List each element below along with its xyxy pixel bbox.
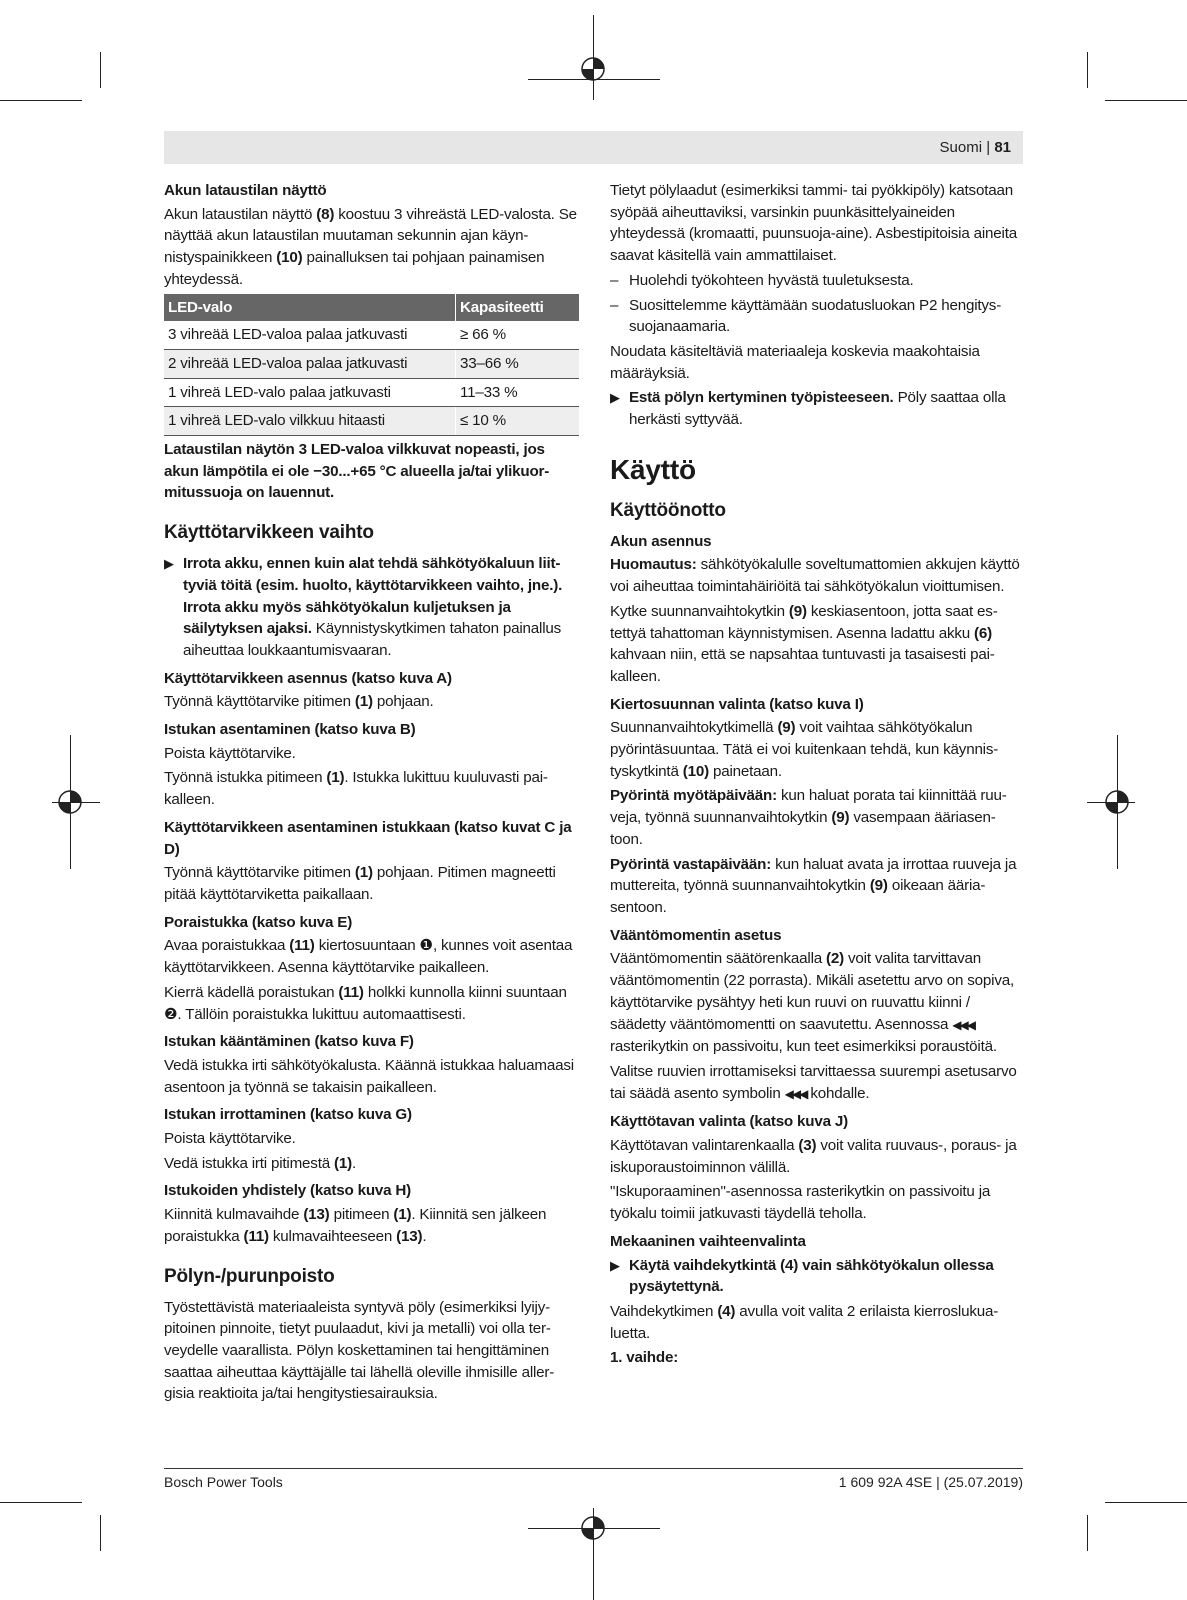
registration-mark-top-icon [578,54,608,84]
crop-mark-tr-h [1105,100,1187,101]
registration-mark-bottom-icon [578,1513,608,1543]
warning-vaihto: ▶ Irrota akku, ennen kuin alat tehdä sähkötyökaluun liittyviä töitä (esim. huolto, käyttötarvikkeen vaihto, jne.). Irrota akku myös sähkötyökalun kuljetuksen ja säilytyksen ajaksi. Käynnistyskytkimen tahaton painallus aiheuttaa loukkaantumisvaaran. [164,555,563,659]
paragraph-istukkaan: Työnnä käyttötarvike pitimen (1) pohjaan. Pitimen magneetti pitää käyttötarviketta paikallaan. [164,864,556,903]
drill-symbol-icon: ◀◀◀ [784,1086,807,1101]
paragraph-kytke: Kytke suunnanvaihtokytkin (9) keskiasentoon, jotta saat estettyä tahattoman käynnistymisen. Asenna ladattu akku (6) kahvaan niin, että se napsahtaa tuntuvasti ja tasaisesti paikalleen. [610,602,998,685]
crop-mark-bl-h [0,1502,82,1503]
crop-mark-br-v [1087,1515,1088,1551]
page-header [164,131,1023,164]
heading-akun-lataustila: Akun lataustilan näyttö [164,182,327,199]
led-table-header-led: LED-valo [164,294,456,322]
paragraph-istukan-asentaminen-1: Poista käyttötarvike. [164,744,296,762]
heading-polynpoisto: Pölyn-/purunpoisto [164,1265,335,1287]
heading-irrottaminen: Istukan irrottaminen (katso kuva G) [164,1106,412,1124]
paragraph-poraistukka-1: Avaa poraistukkaa (11) kiertosuuntaan ❶, kunnes voit asentaa käyttötarvikkeen. Asenna käyttötarvike paikalleen. [164,937,573,977]
paragraph-kaantaminen: Vedä istukka irti sähkötyökalusta. Käännä istukkaa haluamaasi asentoon ja työnnä se takaisin paikalleen. [164,1056,574,1096]
drill-symbol-icon: ◀◀◀ [952,1017,974,1032]
paragraph-kiertosuunta: Suunnanvaihtokytkimellä (9) voit vaihtaa sähkötyökalun pyörintäsuuntaa. Tätä ei voi kuitenkaan tehdä, kun käynnistyskytkintä (10) painetaan. [610,719,999,780]
warning-vaihdekytkin: ▶ Käytä vaihdekytkintä (4) vain sähkötyökalun ollessa pysäytettynä. [610,1256,994,1296]
page-number: 81 [994,139,1011,156]
paragraph-vaihdekytkin: Vaihdekytkimen (4) avulla voit valita 2 erilaista kierroslukualuetta. [610,1302,999,1342]
paragraph-irrottaminen-1: Poista käyttötarvike. [164,1130,296,1148]
paragraph-polylaadut: Tietyt pölylaadut (esimerkiksi tammi- tai pyökkipöly) katsotaan syöpää aiheuttaviksi, varsinkin puunkäsittelyaineiden yhteydessä (kromaatti, puunsuoja-aine). Asbestipitoisia aineita saavat käsitellä vain ammattilaiset. [610,182,1017,265]
heading-istukan-asentaminen: Istukan asentaminen (katso kuva B) [164,721,416,739]
registration-mark-left-icon [55,787,85,817]
table-row: 2 vihreää LED-valoa palaa jatkuvasti 33–66 % [164,349,579,378]
paragraph-istukan-asentaminen-2: Työnnä istukka pitimeen (1). Istukka lukittuu kuuluvasti paikalleen. [164,769,548,809]
paragraph-kayttotapa: Käyttötavan valintarenkaalla (3) voit valita ruuvaus-, poraus- ja iskuporaustoiminnon välillä. [610,1137,1017,1176]
footer-brand: Bosch Power Tools [164,1474,283,1490]
heading-istukkaan: Käyttötarvikkeen asentaminen istukkaan (katso kuvat C ja D) [164,818,572,858]
heading-kaantaminen: Istukan kääntäminen (katso kuva F) [164,1033,414,1051]
heading-kiertosuunta: Kiertosuunnan valinta (katso kuva I) [610,695,864,713]
paragraph-maaraykset: Noudata käsiteltäviä materiaaleja koskevia maakohtaisia määräyksiä. [610,342,980,382]
paragraph-akun-lataustila: Akun lataustilan näyttö (8) koostuu 3 vihreästä LED-valosta. Se näyttää akun lataustilan muutaman sekunnin ajan käynnistyspainikkeen (10) painalluksen tai pohjaan painamisen yhteydessä. [164,205,577,288]
footer-doc-number: 1 609 92A 4SE | (25.07.2019) [838,1474,1023,1490]
warning-triangle-icon: ▶ [610,1257,620,1273]
crop-mark-bl-v [100,1515,101,1551]
header-text: Suomi | 81 [939,139,1011,156]
table-row: 1 vihreä LED-valo vilkkuu hitaasti ≤ 10 % [164,407,579,436]
list-item: – Huolehdi työkohteen hyvästä tuuletuksesta. [610,271,914,289]
crop-mark-tl-v [100,52,101,88]
table-row: 1 vihreä LED-valo palaa jatkuvasti 11–33 % [164,378,579,407]
led-table [164,294,579,437]
heading-asennus: Käyttötarvikkeen asennus (katso kuva A) [164,669,452,687]
heading-mekaaninen: Mekaaninen vaihteenvalinta [610,1232,806,1250]
registration-mark-right-icon [1102,787,1132,817]
header-section: Suomi [939,139,983,156]
paragraph-vaantomomentti: Vääntömomentin säätörenkaalla (2) voit valita tarvittavan vääntömomentin (22 porrasta). Mikäli asetettu arvo on sopiva, käyttötarvike pysähtyy heti kun ruuvi on ruuvattu kiinni / säädetty vääntömomentti on saavutettu. Asennossa ◀◀◀ rasterikytkin on passivoitu, kun teet esimerkiksi poraustöitä. [610,950,1014,1056]
paragraph-akun-note: Lataustilan näytön 3 LED-valoa vilkkuvat nopeasti, jos akun lämpötila ei ole −30...+65 °C alueella ja/tai ylikuormitussuoja on lauennut. [164,441,550,502]
warning-triangle-icon: ▶ [610,390,620,406]
heading-kaytto: Käyttö [610,453,696,485]
warning-triangle-icon: ▶ [164,556,174,572]
left-column [164,180,579,1408]
heading-yhdistely: Istukoiden yhdistely (katso kuva H) [164,1182,412,1200]
right-column [610,180,1023,1372]
paragraph-poraistukka-2: Kierrä kädellä poraistukan (11) holkki kunnolla kiinni suuntaan ❷. Tällöin poraistukka lukittuu automaattisesti. [164,983,567,1023]
crop-mark-tl-h [0,100,82,101]
paragraph-irrottaminen-2: Vedä istukka irti pitimestä (1). [164,1154,356,1172]
heading-kayttoonotto: Käyttöönotto [610,499,726,521]
heading-kayttotarvikkeen-vaihto: Käyttötarvikkeen vaihto [164,522,374,544]
table-row: 3 vihreää LED-valoa palaa jatkuvasti ≥ 66 % [164,321,579,349]
crop-mark-br-h [1105,1502,1187,1503]
paragraph-yhdistely: Kiinnitä kulmavaihde (13) pitimeen (1). Kiinnitä sen jälkeen poraistukka (11) kulmavaihteeseen (13). [164,1206,547,1245]
heading-poraistukka: Poraistukka (katso kuva E) [164,913,353,931]
heading-vaantomomentti: Vääntömomentin asetus [610,926,782,944]
paragraph-valitse: Valitse ruuvien irrottamiseksi tarvittaessa suurempi asetusarvo tai säädä asento symbolin ◀◀◀ kohdalle. [610,1062,1017,1102]
footer-divider [164,1468,1023,1469]
paragraph-asennus: Työnnä käyttötarvike pitimen (1) pohjaan. [164,693,434,711]
paragraph-iskuporaaminen: "Iskuporaaminen"-asennossa rasterikytkin on passivoitu ja työkalu toimii jatkuvasti täydellä teholla. [610,1183,991,1223]
crop-mark-tr-v [1087,52,1088,88]
led-table-header-capacity: Kapasiteetti [456,294,580,322]
paragraph-huomautus: Huomautus: sähkötyökalulle soveltumattomien akkujen käyttö voi aiheuttaa toimintahäiriöitä tai sähkötyökalun vioittumisen. [610,556,1020,596]
paragraph-1-vaihde: 1. vaihde: [610,1349,679,1367]
paragraph-vastapaivaan: Pyörintä vastapäivään: kun haluat avata ja irrottaa ruuveja ja muttereita, työnnä suunnanvaihtokytkin (9) oikeaan ääriasentoon. [610,855,1017,916]
heading-kayttotapa: Käyttötavan valinta (katso kuva J) [610,1113,848,1131]
heading-akun-asennus: Akun asennus [610,532,712,550]
list-item: – Suosittelemme käyttämään suodatusluokan P2 hengityssuojanaamaria. [610,296,1002,336]
paragraph-myotapaivaan: Pyörintä myötäpäivään: kun haluat porata tai kiinnittää ruuveja, työnnä suunnanvaihtokytkin (9) vasempaan ääriasentoon. [610,787,1007,848]
paragraph-polynpoisto: Työstettävistä materiaaleista syntyvä pöly (esimerkiksi lyijypitoinen pinnoite, tietyt puulaadut, kivi ja metalli) voi olla terveydelle vaarallista. Pölyn koskettaminen tai hengittäminen saattaa aiheuttaa käyttäjälle tai lähellä oleville ihmisille allergisia reaktioita ja/tai hengitystiesairauksia. [164,1298,555,1403]
warning-poly: ▶ Estä pölyn kertyminen työpisteeseen. Pöly saattaa olla herkästi syttyvää. [610,389,1006,429]
